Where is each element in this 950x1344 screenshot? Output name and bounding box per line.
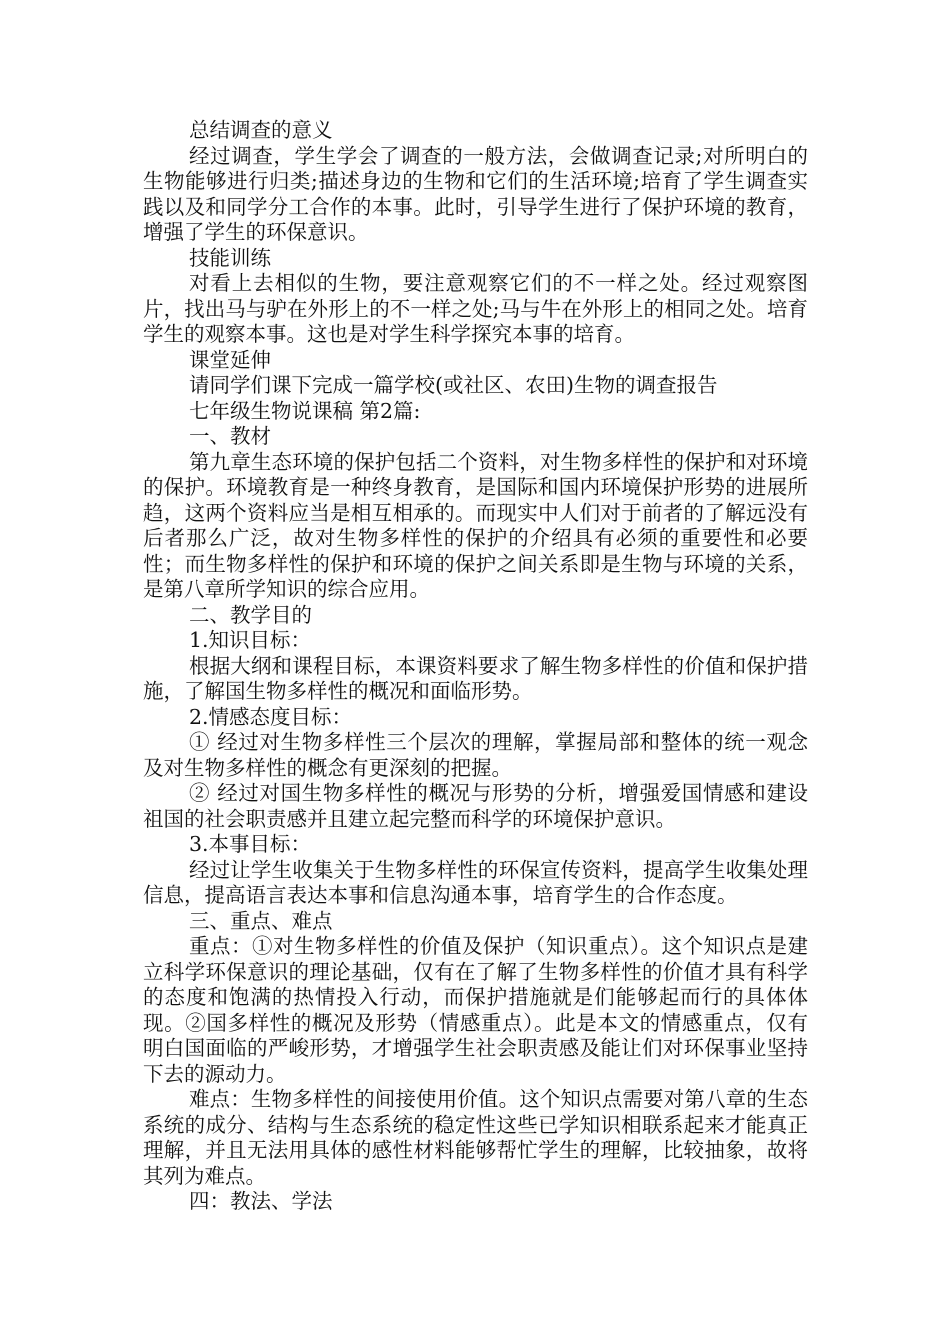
paragraph-key-points: 重点：①对生物多样性的价值及保护（知识重点）。这个知识点是建立科学环保意识的理论基础，仅有在了解了生物多样性的价值才具有科学的态度和饱满的热情投入行动，而保护措施就是们能够起而行的具体体现。②国多样性的概况及形势（情感重点）。此是本文的情感重点，仅有明白国面临的严峻形势，才增强学生社会职责感及能让们对环保事业坚持下去的源动力。 xyxy=(143,934,808,1086)
heading-teaching-methods: 四：教法、学法 xyxy=(189,1189,333,1213)
heading-knowledge-goal: 1.知识目标： xyxy=(189,628,312,652)
heading-lecture-part-2: 七年级生物说课稿 第2篇: xyxy=(189,398,421,423)
document-body xyxy=(143,118,808,1215)
heading-skill-training: 技能训练 xyxy=(189,245,271,270)
heading-teaching-goals: 二、教学目的 xyxy=(189,602,312,627)
paragraph-emotion-goal-1: ① 经过对生物多样性三个层次的理解，掌握局部和整体的统一观念及对生物多样性的概念有更深刻的把握。 xyxy=(143,730,808,780)
paragraph-knowledge-goal: 根据大纲和课程目标，本课资料要求了解生物多样性的价值和保护措施，了解国生物多样性的概况和面临形势。 xyxy=(143,653,808,703)
paragraph-difficult-points: 难点：生物多样性的间接使用价值。这个知识点需要对第八章的生态系统的成分、结构与生态系统的稳定性这些已学知识相联系起来才能真正理解，并且无法用具体的感性材料能够帮忙学生的理解，比较抽象，故将其列为难点。 xyxy=(143,1087,808,1188)
paragraph-survey-summary: 经过调查，学生学会了调查的一般方法，会做调查记录;对所明白的生物能够进行归类;描述身边的生物和它们的生活环境;培育了学生调查实践以及和同学分工合作的本事。此时，引导学生进行了保护环境的教育，增强了学生的环保意识。 xyxy=(143,143,808,244)
paragraph-textbook: 第九章生态环境的保护包括二个资料，对生物多样性的保护和对环境的保护。环境教育是一种终身教育，是国际和国内环境保护形势的进展所趋，这两个资料应当是相互相承的。而现实中人们对于前者的了解远没有后者那么广泛，故对生物多样性的保护的介绍具有必须的重要性和必要性；而生物多样性的保护和环境的保护之间关系即是生物与环境的关系，是第八章所学知识的综合应用。 xyxy=(143,449,808,601)
heading-ability-goal: 3.本事目标： xyxy=(189,832,312,856)
paragraph-ability-goal: 经过让学生收集关于生物多样性的环保宣传资料，提高学生收集处理信息，提高语言表达本事和信息沟通本事，培育学生的合作态度。 xyxy=(143,857,808,907)
paragraph-emotion-goal-2: ② 经过对国生物多样性的概况与形势的分析，增强爱国情感和建设祖国的社会职责感并且建立起完整而科学的环境保护意识。 xyxy=(143,781,808,831)
heading-textbook: 一、教材 xyxy=(189,424,271,448)
heading-class-extension: 课堂延伸 xyxy=(189,347,271,372)
heading-survey-significance: 总结调查的意义 xyxy=(189,118,333,142)
heading-emotion-goal: 2.情感态度目标： xyxy=(189,704,353,729)
paragraph-skill-training: 对看上去相似的生物，要注意观察它们的不一样之处。经过观察图片，找出马与驴在外形上的不一样之处;马与牛在外形上的相同之处。培育学生的观察本事。这也是对学生科学探究本事的培育。 xyxy=(143,271,808,346)
heading-key-difficult-points: 三、重点、难点 xyxy=(189,908,333,933)
paragraph-class-extension: 请同学们课下完成一篇学校(或社区、农田)生物的调查报告 xyxy=(189,373,718,397)
